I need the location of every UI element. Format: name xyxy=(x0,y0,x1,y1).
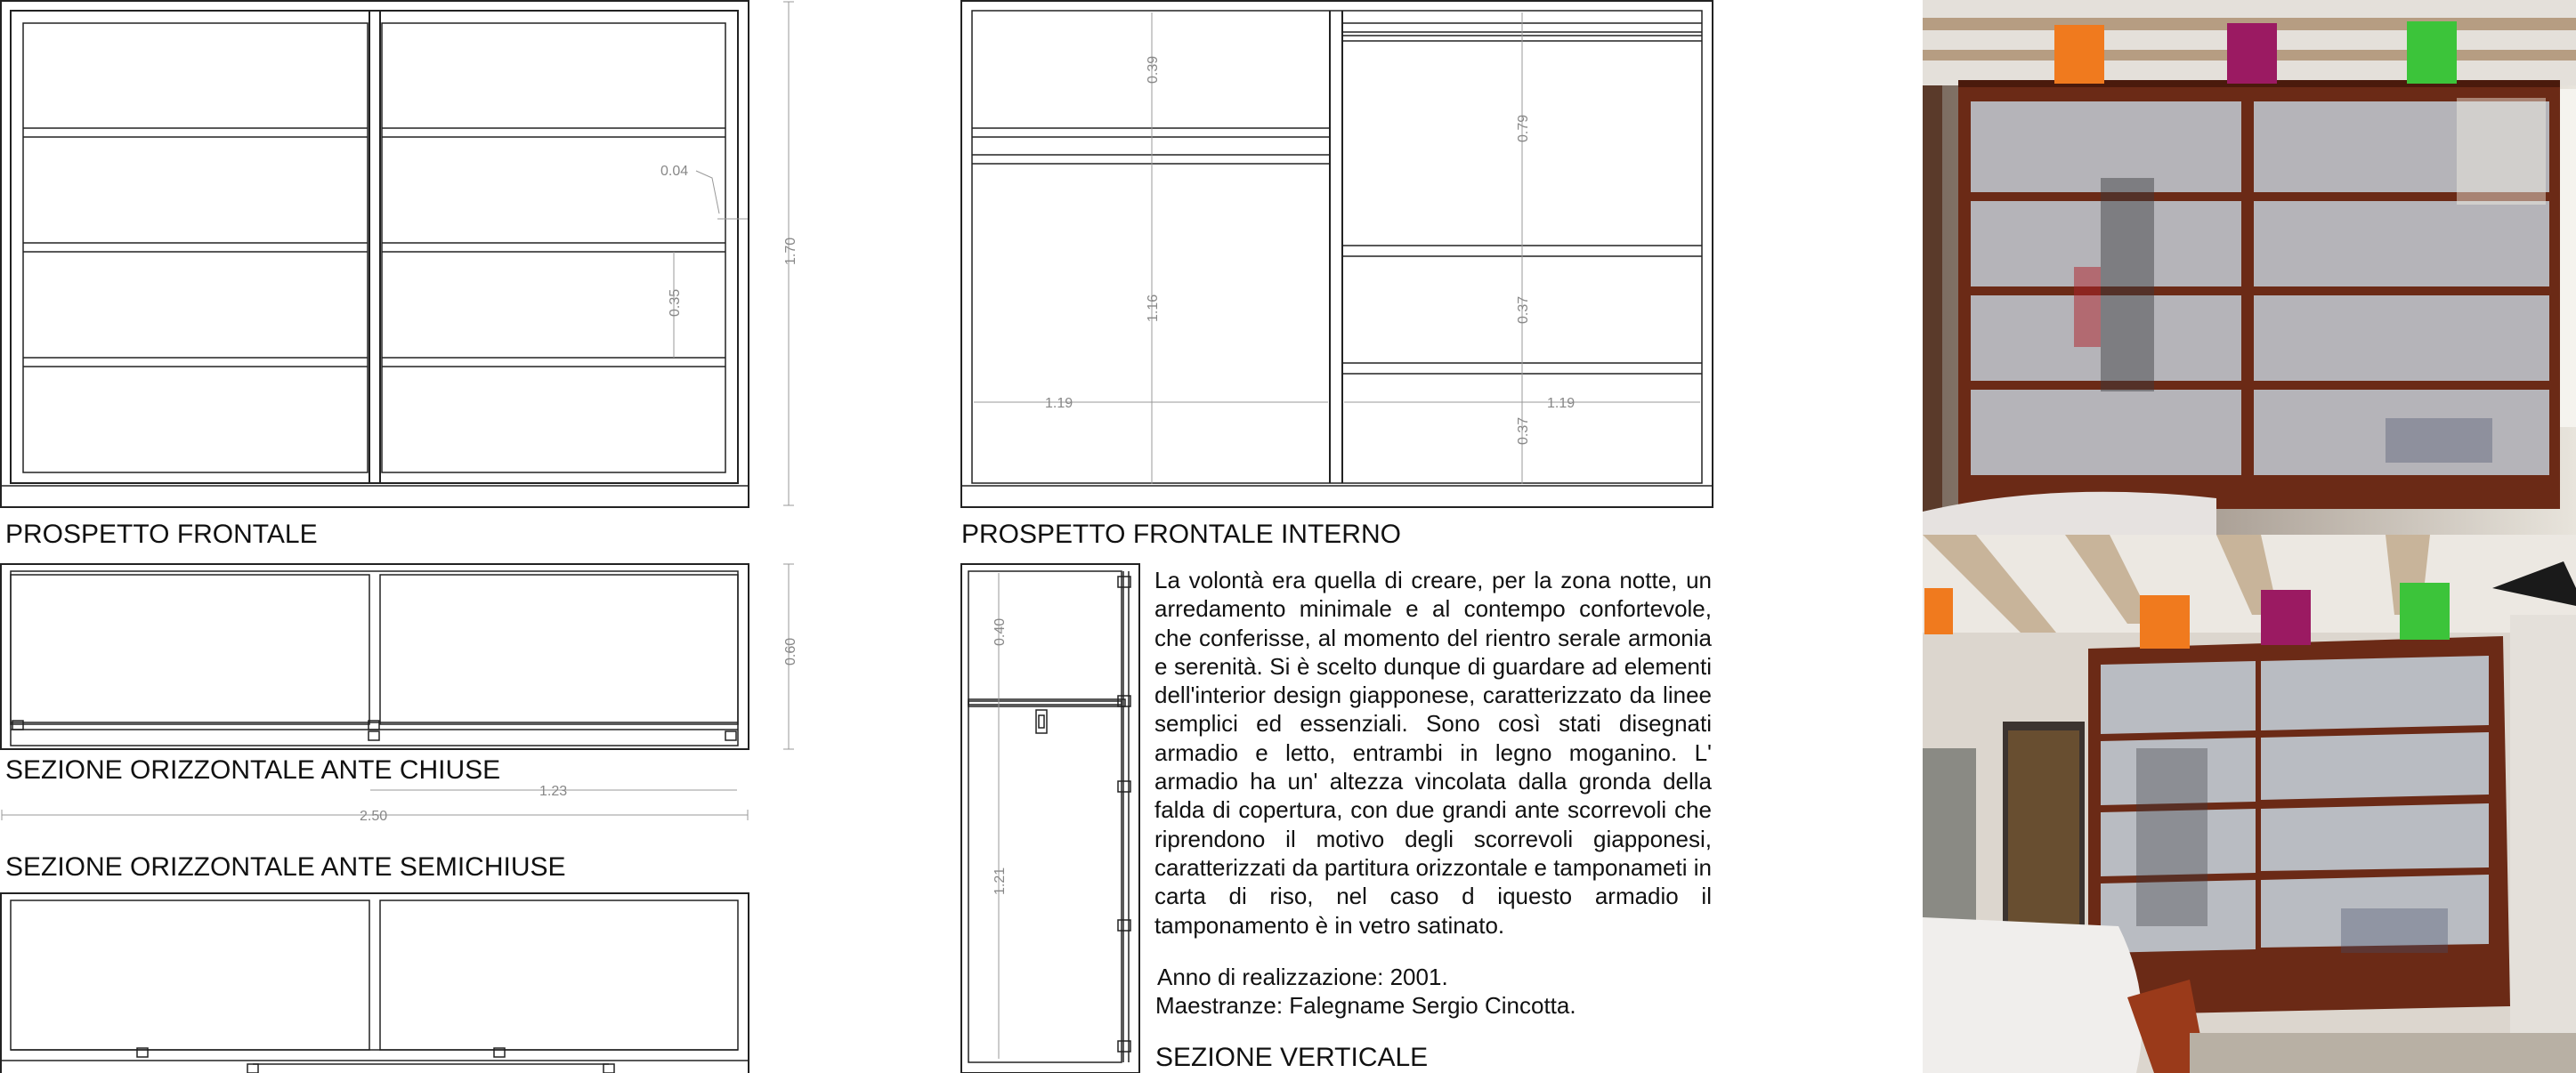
project-description: La volontà era quella di creare, per la zona notte, un arredamento minimale e al contempo confortevole, che conferisse, al momento del rientro serale armonia e serenità. Si è scelto dunque di guardare ad elementi dell'interior design giapponese, caratterizzato da linee semplici ed essenziali. Sono così stati disegnati armadio e letto, entrambi in legno moganino. L' armadio ha un' altezza vincolata dalla gronda della falda di copertura, con due grandi ante scorrevoli che riprendono il motivo degli scorrevoli giapponesi, caratterizzati da partitura orizzontale e tamponameti in carta di riso, nel caso d iquesto armadio il tamponamento è in vetro satinato. xyxy=(1154,567,1712,939)
interior-elevation-drawing xyxy=(960,0,1716,516)
wardrobe-photo-front xyxy=(1923,0,2576,535)
dim-interior-top: 0.39 xyxy=(1146,55,1161,84)
dim-gap: 0.04 xyxy=(660,164,689,179)
wardrobe-photo-perspective xyxy=(1923,535,2576,1073)
dim-door-width: 1.23 xyxy=(539,784,568,799)
dim-front-height: 1.70 xyxy=(783,237,798,265)
dim-interior-right-top: 0.79 xyxy=(1516,114,1531,142)
realization-year: Anno di realizzazione: 2001. xyxy=(1157,964,1448,990)
dim-interior-hanging: 1.16 xyxy=(1146,294,1161,322)
front-elevation-drawing xyxy=(0,0,801,516)
dim-section-depth: 0.60 xyxy=(783,637,798,666)
title-semi-closed-section: SEZIONE ORIZZONTALE ANTE SEMICHIUSE xyxy=(5,852,566,882)
dim-interior-width-right: 1.19 xyxy=(1547,396,1576,411)
dim-interior-width-left: 1.19 xyxy=(1045,396,1073,411)
title-closed-section: SEZIONE ORIZZONTALE ANTE CHIUSE xyxy=(5,755,501,785)
vertical-section-drawing xyxy=(960,561,1146,1073)
craftsmen-credit: Maestranze: Falegname Sergio Cincotta. xyxy=(1155,992,1576,1019)
title-front-elevation: PROSPETTO FRONTALE xyxy=(5,520,318,549)
dim-shelf-spacing: 0.35 xyxy=(668,288,683,317)
title-interior-elevation: PROSPETTO FRONTALE INTERNO xyxy=(961,520,1401,549)
dim-vertical-bottom: 1.21 xyxy=(992,867,1008,895)
dim-interior-right-bottom: 0.37 xyxy=(1516,416,1531,445)
semi-closed-section-drawing xyxy=(0,890,801,1073)
dim-vertical-top: 0.40 xyxy=(992,617,1008,646)
dim-total-width: 2.50 xyxy=(360,809,388,824)
dim-interior-right-mid: 0.37 xyxy=(1516,295,1531,324)
title-vertical-section: SEZIONE VERTICALE xyxy=(1155,1043,1429,1072)
